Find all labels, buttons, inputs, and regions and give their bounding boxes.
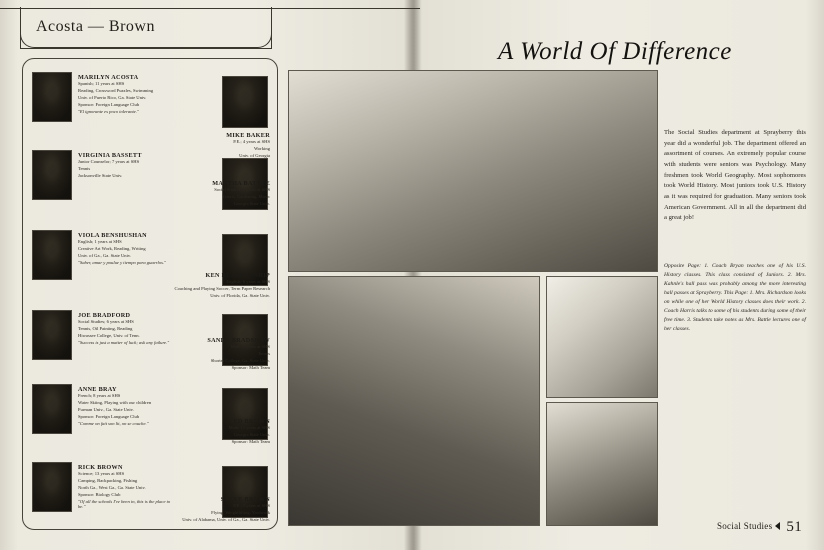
list-item: [32, 230, 72, 280]
person-name: MIKE BAKER: [226, 132, 270, 139]
portrait-photo: [222, 76, 268, 128]
person-name: VIOLA BENSHUSHAN: [78, 232, 147, 239]
feature-title: A World Of Difference: [498, 38, 732, 65]
portrait-photo: [32, 384, 72, 434]
person-info: Junior Counselor; 7 years at SHS Tennis Jacksonville State Univ.: [78, 159, 140, 178]
person-quote: "Comme on fait son lit, on se couche.": [78, 420, 149, 426]
portrait-photo: [32, 150, 72, 200]
page-folio: [717, 519, 802, 536]
list-item-text: [162, 337, 270, 372]
photo-students-notes: [546, 402, 658, 526]
person-quote: "Saber, amar y poulue y tiempo para guaerlos.": [78, 259, 166, 265]
person-name: MARILYN ACOSTA: [78, 74, 139, 81]
folio-page-number: 51: [786, 519, 802, 535]
photo-classroom-history: [288, 70, 658, 272]
person-quote: "El ignorante es poco tolerante.": [78, 108, 139, 114]
person-info: Science; 13 years at SHS Camping, Backpacking, Fishing North Ga., West Ga., Ga. State Univ. Sponsor: Biology Club: [78, 471, 146, 497]
photo-hall-pass: [288, 276, 540, 526]
list-item-text: [78, 74, 173, 114]
list-item-text: [178, 132, 270, 160]
person-name: RICK BROWN: [78, 464, 123, 471]
list-item-text: [78, 232, 173, 265]
folio-section-label: Social Studies: [716, 521, 773, 531]
person-name: MARTHA BATTLE: [212, 180, 270, 187]
page-title: Acosta — Brown: [36, 18, 155, 35]
portrait-photo: [32, 72, 72, 122]
person-quote: "Success is just a matter of luck; ask any failure.": [78, 339, 170, 345]
person-info: French; 8 years at SHS Water Skiing, Playing with our children Furman Univ., Ga. State Univ. Sponsor: Foreign Language Club: [78, 393, 152, 419]
person-info: English; 6 years at SHS Coaching and Playing Soccer, Term Paper Research Univ. of Florida, Ga. State Univ.: [174, 279, 270, 298]
list-item-text: [78, 312, 173, 345]
list-item: [32, 72, 72, 122]
person-info: Social Studies; 3 years at SHS Tennis, Gardening, Music Georgia State Univ.: [214, 187, 270, 206]
list-item-text: [166, 496, 270, 524]
article-body: The Social Studies department at Sprayberry this year did a wonderful job. The department offered an assortment of courses. An extremely popular course with students were seniors was Psychology. Many freshmen took World Geography. Most sophomores took World History. Most juniors took U.S. History as it was required for graduation. Many seniors took American Government. All in all the department did a great job!: [664, 129, 806, 222]
list-item-text: [78, 152, 173, 180]
person-info: Math; 11 years at SHS Georgia State Univ. Sponsor: Math Team: [228, 425, 270, 444]
list-item-text: [172, 418, 270, 446]
person-info: English; 1 years at SHS Creative Art Work, Reading, Writing Univ. of Ga., Ga. State Univ.: [78, 239, 146, 258]
list-item: [32, 462, 72, 512]
portrait-photo: [32, 230, 72, 280]
list-item-text: [78, 386, 173, 426]
person-info: P.E.; 5 years at SHS Flying, Weightlifting, Yardwork Univ. of Alabama, Univ. of Ga., Ga. State Univ.: [182, 503, 270, 522]
portrait-photo: [32, 310, 72, 360]
person-name: ANNE BRAY: [78, 386, 117, 393]
person-info: Spanish; 11 years at SHS Reading, Crossword Puzzles, Swimming Univ. of Puerto Rico, Ga. State Univ. Sponsor: Foreign Language Club: [78, 81, 154, 107]
photo-teacher-standing: [546, 276, 658, 398]
list-item: [32, 384, 72, 434]
left-triangle-icon: [775, 522, 780, 530]
list-item-text: [158, 272, 270, 300]
person-info: P.E.; 4 years at SHS Working Univ. of Georgia: [233, 139, 270, 158]
person-name: STEVE BROWN: [220, 496, 270, 503]
list-item-text: [78, 464, 173, 509]
person-quote: "Of all the schools I've been in, this is the place to be.": [78, 498, 171, 509]
list-item: [222, 76, 268, 128]
list-item: [32, 310, 72, 360]
person-name: VIRGINIA BASSETT: [78, 152, 142, 159]
faculty-list: [26, 62, 272, 524]
list-item-text: [166, 180, 270, 208]
person-name: JOE BRADFORD: [78, 312, 131, 319]
person-name: SANDY BRADSHAW: [207, 337, 270, 344]
person-name: ED BROWN: [233, 418, 270, 425]
person-info: Social Studies; 6 years at SHS Tennis, Oil Painting, Reading Hiwassee College, Univ. of Tenn.: [78, 319, 140, 338]
photo-caption: Opposite Page: 1. Coach Bryan teaches one of his U.S. History classes. This class consisted of Juniors. 2. Mrs. Kahnle's hall pass was probably among the more interesting hall passes at Sprayberry. This Page: 1. Mrs. Richardson looks on while one of her World History classes does their work. 2. Coach Harris talks to some of his students during some of their free time. 3. Students take notes as Mrs. Battle lectures one of her classes.: [664, 263, 806, 333]
portrait-photo: [32, 462, 72, 512]
list-item: [32, 150, 72, 200]
person-info: Math; 6 years at SHS Tennis Shorter College, Ga. State Univ. Sponsor: Math Team: [210, 344, 270, 370]
person-name: KEN BLANKENSHIP: [205, 272, 270, 279]
